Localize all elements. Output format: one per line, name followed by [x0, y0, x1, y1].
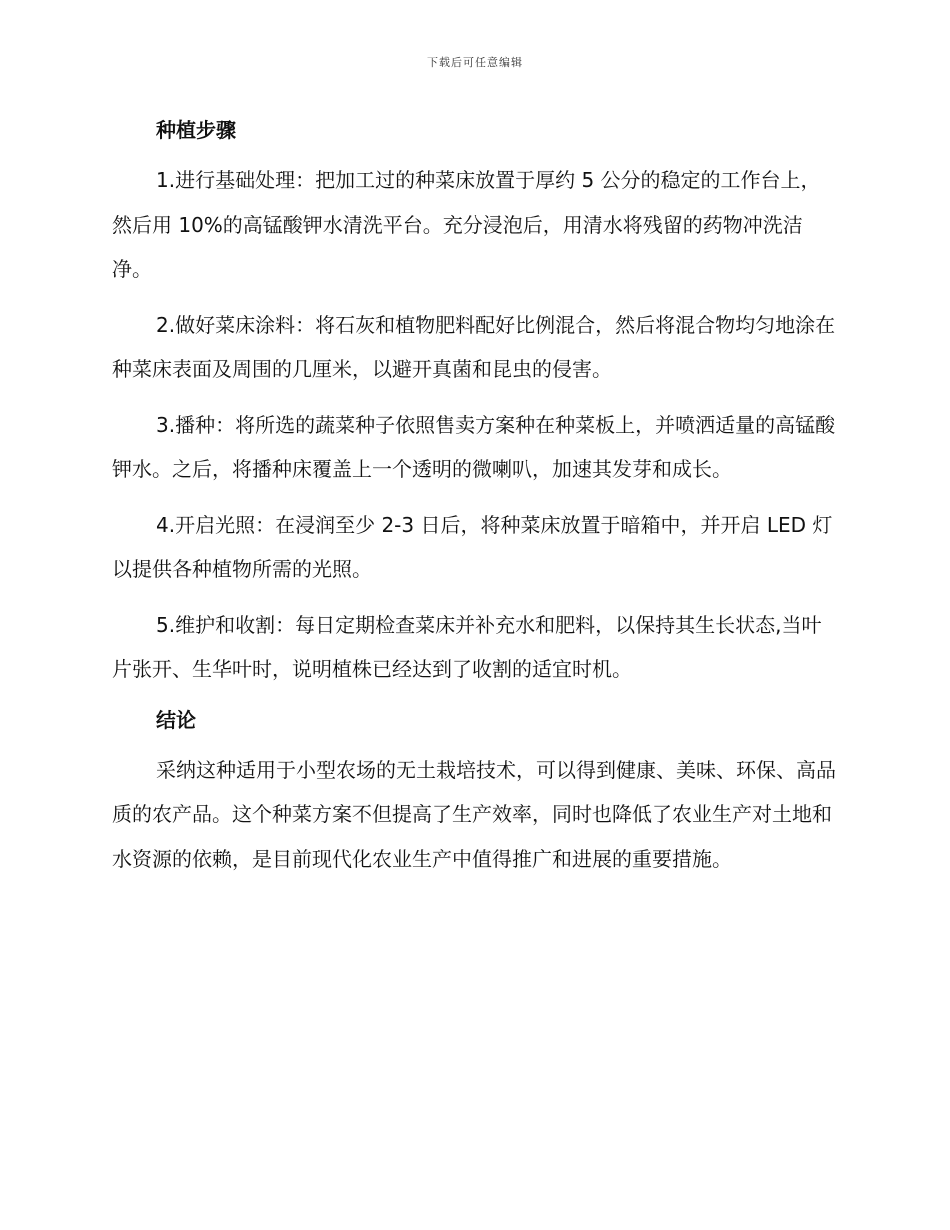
step-paragraph-4: 4.开启光照：在浸润至少 2-3 日后，将种菜床放置于暗箱中，并开启 LED 灯以提供各种植物所需的光照。 — [112, 512, 833, 581]
section-heading-conclusion: 结论 — [156, 707, 196, 732]
document-body — [112, 112, 840, 881]
section-heading-steps: 种植步骤 — [156, 118, 236, 142]
step-paragraph-1: 1.进行基础处理：把加工过的种菜床放置于厚约 5 公分的稳定的工作台上，然后用 10%的高锰酸钾水清洗平台。充分浸泡后，用清水将残留的药物冲洗洁净。 — [112, 168, 821, 281]
conclusion-paragraph: 采纳这种适用于小型农场的无土栽培技术，可以得到健康、美味、环保、高品质的农产品。这个种菜方案不但提高了生产效率，同时也降低了农业生产对土地和水资源的依赖，是目前现代化农业生产中值得推广和进展的重要措施。 — [112, 757, 836, 871]
step-paragraph-5: 5.维护和收割：每日定期检查菜床并补充水和肥料，以保持其生长状态,当叶片张开、生华叶时，说明植株已经达到了收割的适宜时机。 — [112, 612, 822, 681]
step-paragraph-2: 2.做好菜床涂料：将石灰和植物肥料配好比例混合，然后将混合物均匀地涂在种菜床表面及周围的几厘米，以避开真菌和昆虫的侵害。 — [112, 312, 836, 381]
page-header: 下载后可任意编辑 — [427, 56, 523, 69]
step-paragraph-3: 3.播种：将所选的蔬菜种子依照售卖方案种在种菜板上，并喷洒适量的高锰酸钾水。之后，将播种床覆盖上一个透明的微喇叭，加速其发芽和成长。 — [112, 412, 836, 481]
